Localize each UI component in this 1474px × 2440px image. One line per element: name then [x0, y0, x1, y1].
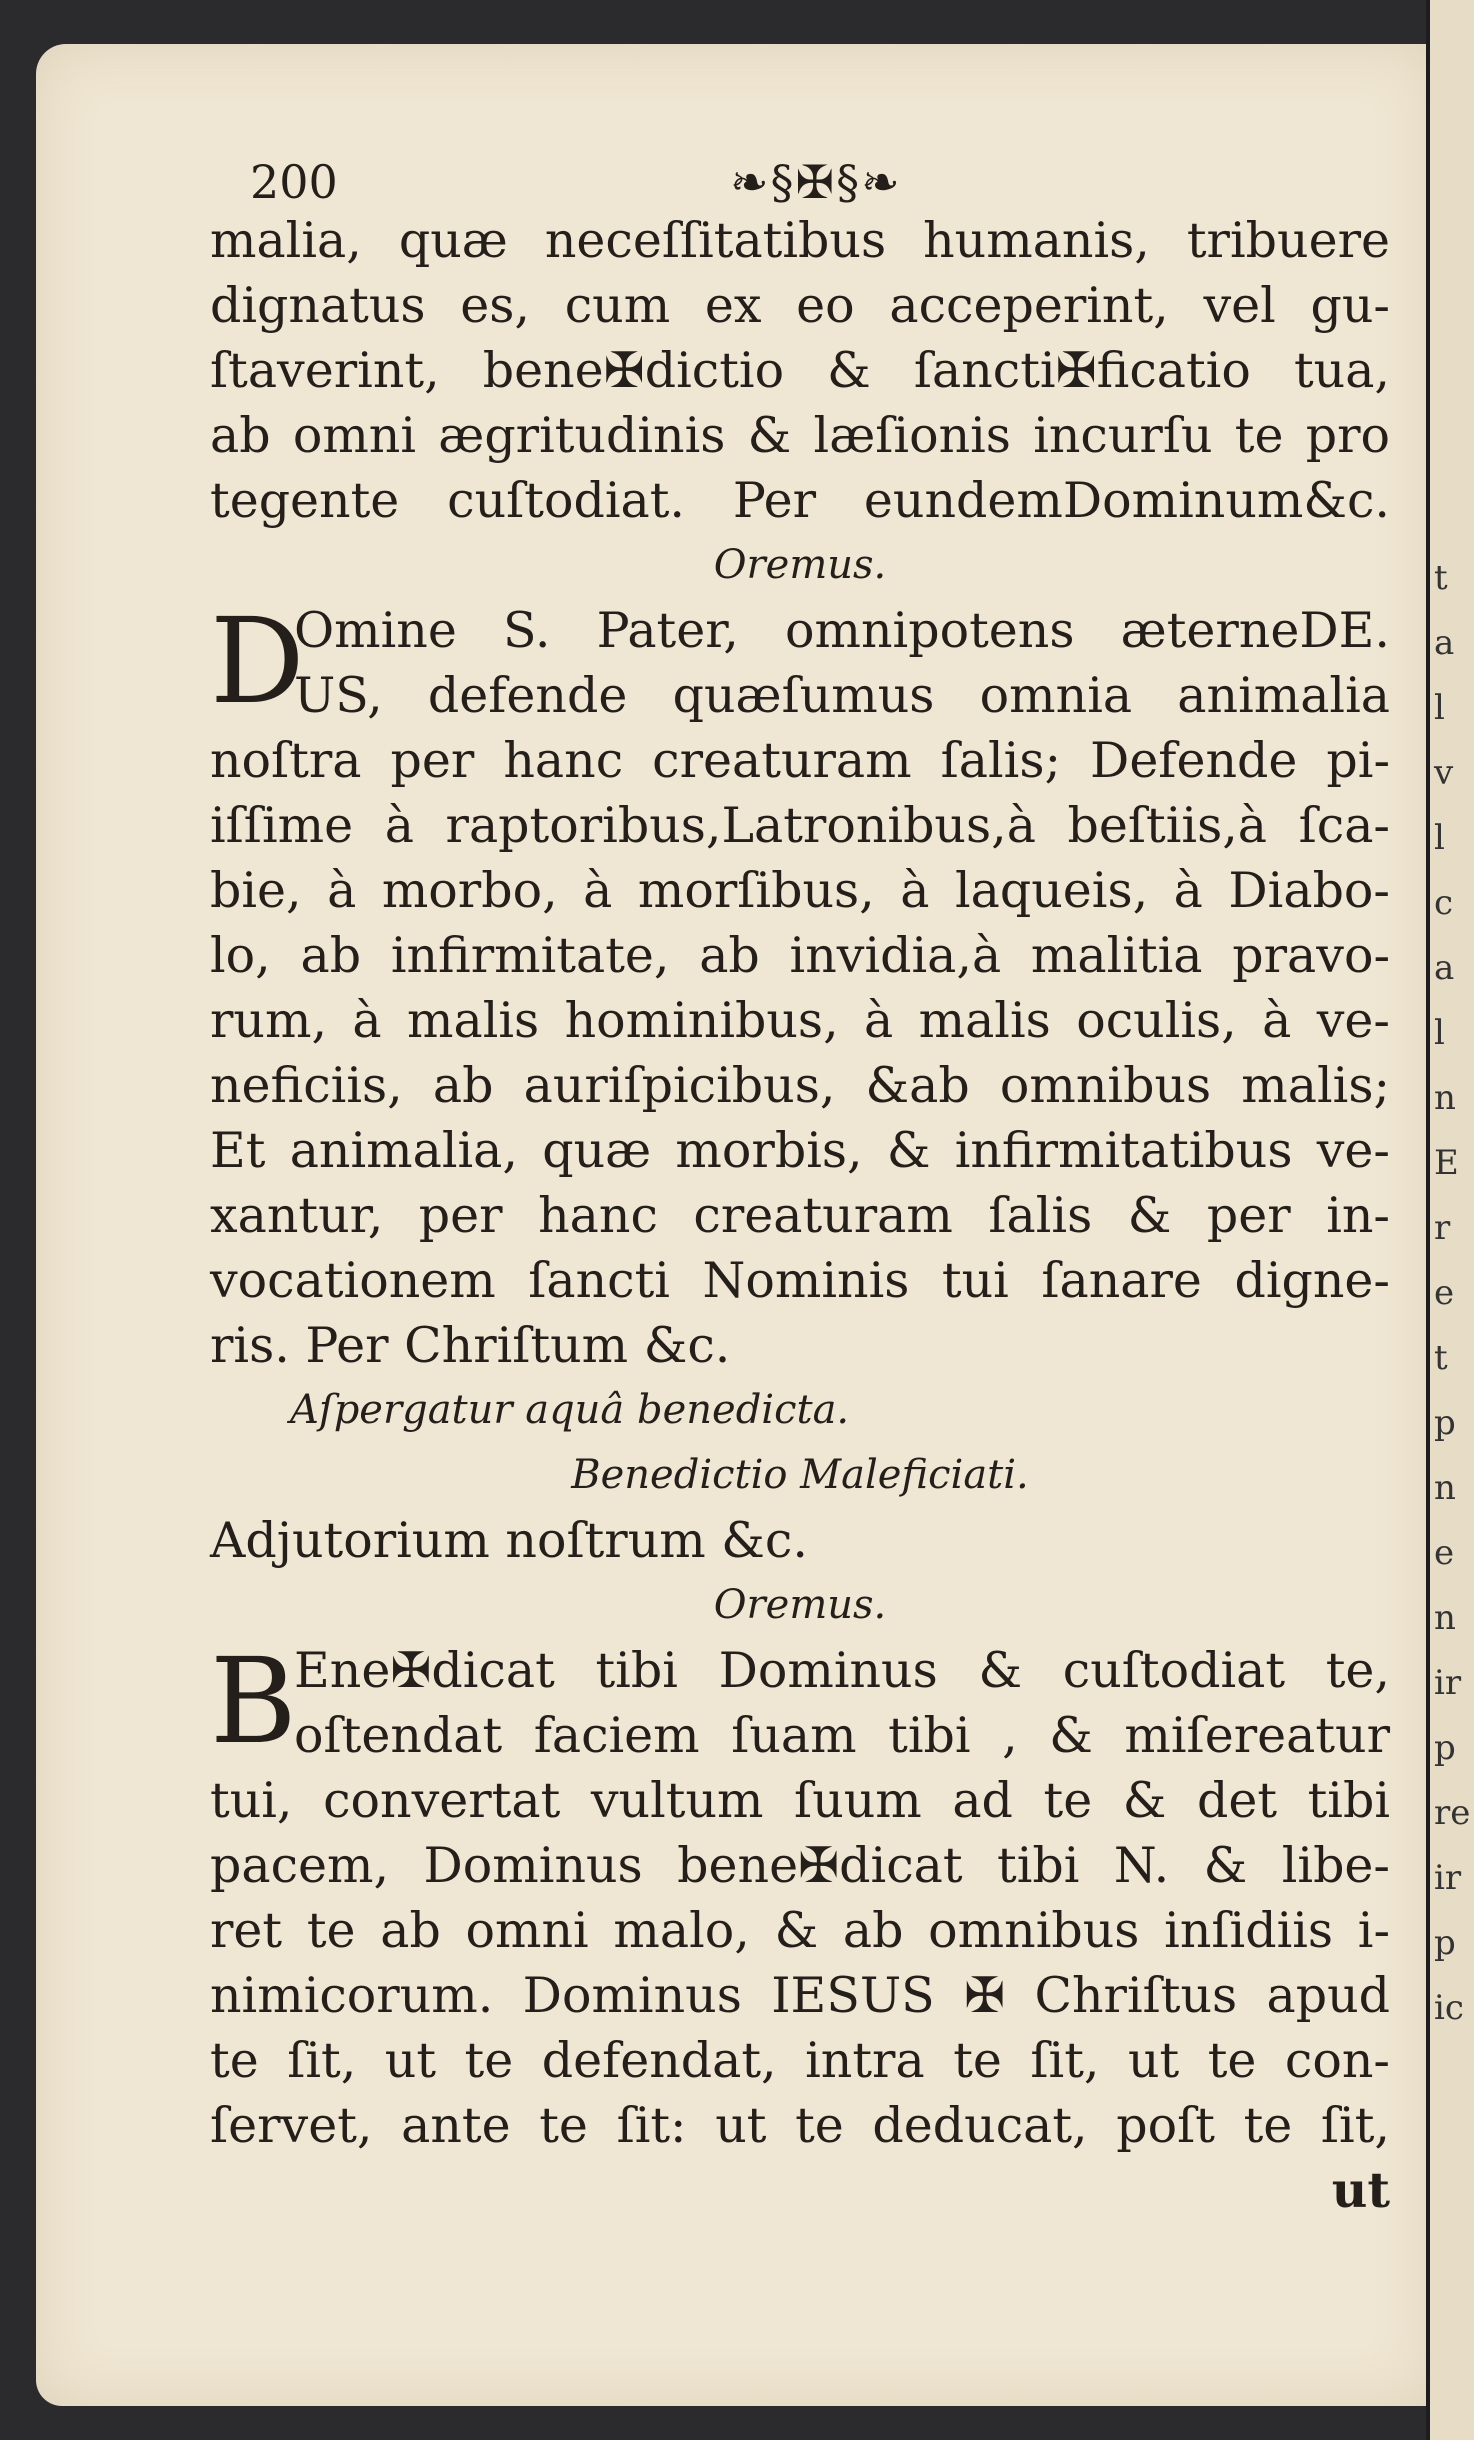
text-line: nimicorum. Dominus IESUS ✠ Chriſtus apud [210, 1967, 1390, 2024]
edge-letter: n [1434, 1598, 1456, 1638]
oremus-heading: Oremus. [713, 1582, 887, 1628]
text-line: pacem, Dominus bene✠dicat tibi N. & libe- [210, 1837, 1390, 1894]
catchword: ut [1331, 2161, 1390, 2219]
text-line: iſſime à raptoribus,Latronibus,à beſtiis,à ſca- [210, 797, 1390, 854]
text-line: bie, à morbo, à morſibus, à laqueis, à Diabo- [210, 862, 1390, 919]
text-line: Adjutorium noſtrum &c. [210, 1512, 808, 1569]
edge-letter: l [1434, 1013, 1445, 1053]
text-line: tui, convertat vultum ſuum ad te & det tibi [210, 1772, 1390, 1829]
edge-letter: l [1434, 688, 1445, 728]
edge-letter: l [1434, 818, 1445, 858]
text-line: ris. Per Chriſtum &c. [210, 1317, 731, 1374]
text-line: vocationem ſancti Nominis tui ſanare digne- [210, 1252, 1390, 1309]
page-text [210, 150, 1390, 2223]
text-line: noſtra per hanc creaturam ſalis; Defende pi- [210, 732, 1390, 789]
text-line: US, defende quæſumus omnia animalia [294, 667, 1390, 724]
text-line: ſtaverint, bene✠dictio & ſancti✠ficatio tua, [210, 342, 1390, 399]
text-line: ab omni ægritudinis & læſionis incurſu te pro [210, 407, 1390, 464]
facing-page-letters [1434, 560, 1474, 2055]
edge-letter: c [1434, 883, 1454, 923]
text-line: Et animalia, quæ morbis, & infirmitatibus ve- [210, 1122, 1390, 1179]
text-line: Omine S. Pater, omnipotens æterneDE. [294, 602, 1390, 659]
section-title: Benedictio Maleficiati. [571, 1452, 1029, 1498]
text-line: malia, quæ neceſſitatibus humanis, tribuere [210, 212, 1390, 269]
text-line: xantur, per hanc creaturam ſalis & per in- [210, 1187, 1390, 1244]
edge-letter: ic [1434, 1988, 1464, 2028]
oremus-heading: Oremus. [713, 542, 887, 588]
text-line: Ene✠dicat tibi Dominus & cuſtodiat te, [294, 1642, 1390, 1699]
edge-letter: e [1434, 1533, 1455, 1573]
paragraph-domine [210, 592, 1390, 1378]
edge-letter: re [1434, 1793, 1471, 1833]
text-line: rum, à malis hominibus, à malis oculis, à ve- [210, 992, 1390, 1049]
edge-letter: ir [1434, 1858, 1462, 1898]
edge-letter: a [1434, 948, 1455, 988]
text-line: tegente cuſtodiat. Per eundemDominum&c. [210, 472, 1390, 529]
edge-letter: E [1434, 1143, 1459, 1183]
text-line: oſtendat faciem ſuam tibi , & miſereatur [294, 1707, 1390, 1764]
text-line: ret te ab omni malo, & ab omnibus inſidiis i- [210, 1902, 1390, 1959]
running-header [210, 150, 1390, 208]
edge-letter: r [1434, 1208, 1451, 1248]
edge-letter: ir [1434, 1663, 1462, 1703]
edge-letter: t [1434, 558, 1448, 598]
edge-letter: p [1434, 1403, 1456, 1443]
text-line: dignatus es, cum ex eo acceperint, vel gu- [210, 277, 1390, 334]
edge-letter: t [1434, 1338, 1448, 1378]
text-line: lo, ab infirmitate, ab invidia,à malitia pravo- [210, 927, 1390, 984]
drop-cap: B [210, 1632, 297, 1770]
edge-letter: e [1434, 1273, 1455, 1313]
text-line: ſervet, ante te ſit: ut te deducat, poſt te ſit, [210, 2097, 1390, 2154]
page-number: 200 [250, 155, 338, 209]
edge-letter: n [1434, 1078, 1456, 1118]
paragraph-benedicat [210, 1632, 1390, 2158]
text-line: neficiis, ab auriſpicibus, &ab omnibus malis; [210, 1057, 1390, 1114]
edge-letter: a [1434, 623, 1455, 663]
edge-letter: v [1434, 753, 1454, 793]
edge-letter: p [1434, 1923, 1456, 1963]
rubric-aspergatur: Aſpergatur aquâ benedicta. [290, 1387, 850, 1433]
header-ornament: ❧§✠§❧ [730, 155, 902, 209]
drop-cap: D [210, 592, 305, 730]
text-line: te ſit, ut te defendat, intra te ſit, ut te con- [210, 2032, 1390, 2089]
edge-letter: n [1434, 1468, 1456, 1508]
edge-letter: p [1434, 1728, 1456, 1768]
